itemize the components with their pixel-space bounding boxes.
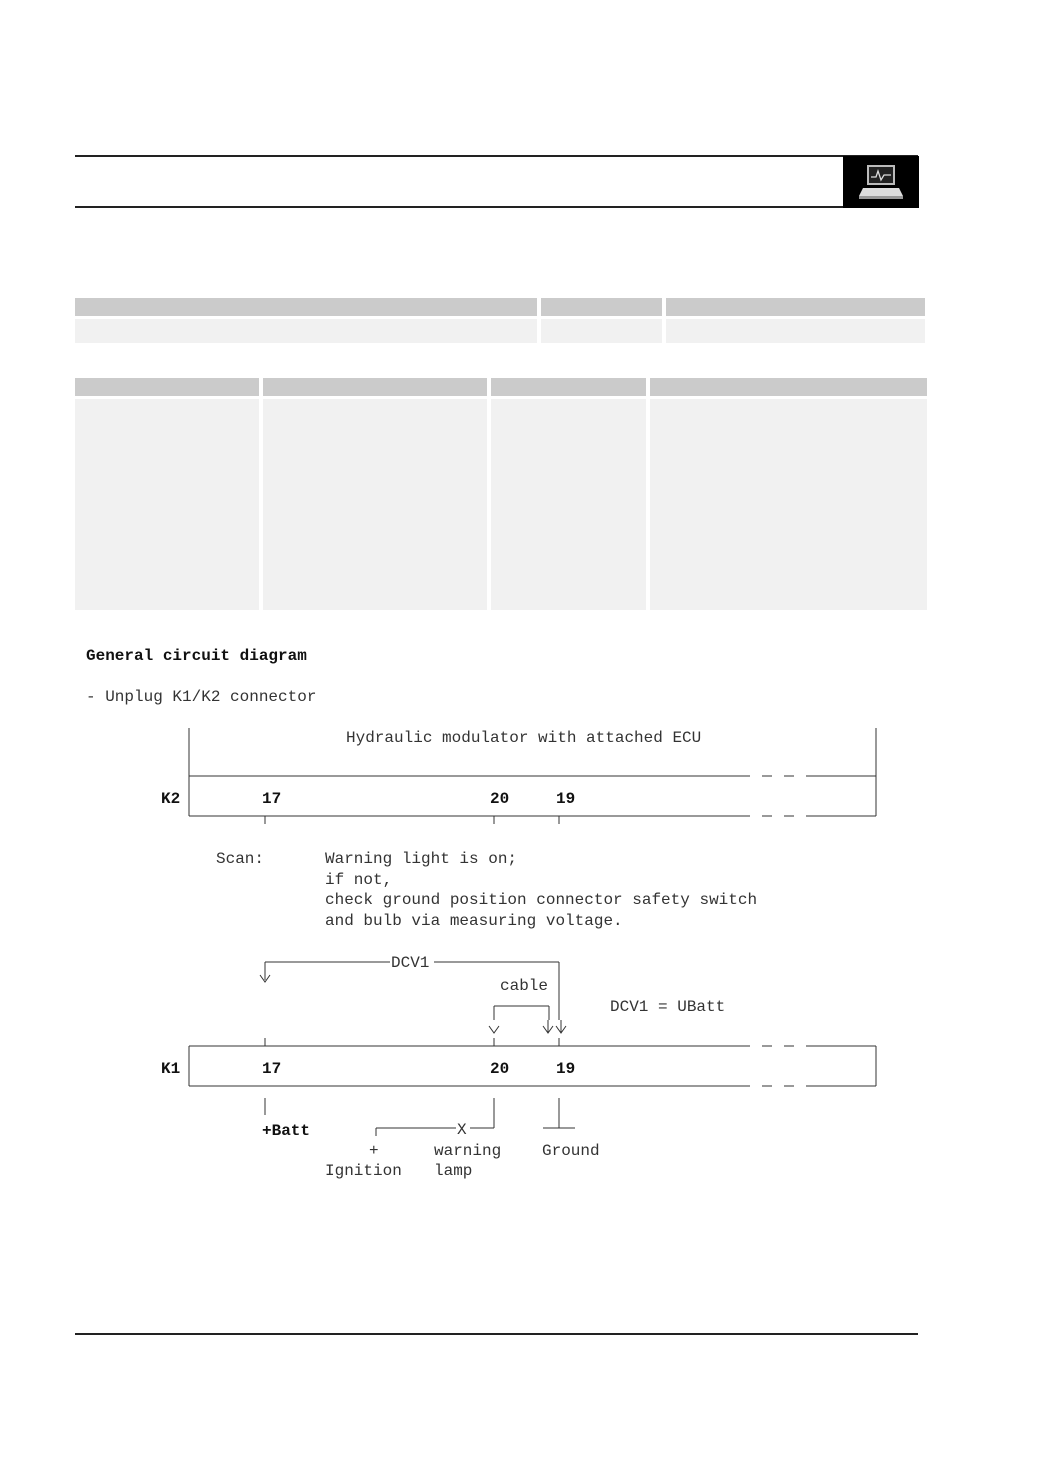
- k2-pin-19: 19: [556, 790, 576, 808]
- lamp-label: lamp: [434, 1162, 473, 1180]
- scan-line-4: and bulb via measuring voltage.: [325, 912, 623, 930]
- header-bottom-rule: [75, 206, 918, 208]
- module-label: Hydraulic modulator with attached ECU: [346, 729, 702, 747]
- x-label: X: [457, 1121, 467, 1139]
- footer-rule: [75, 1333, 918, 1335]
- warning-label: warning: [434, 1142, 502, 1160]
- k1-label: K1: [161, 1060, 181, 1078]
- table-1-cell: [75, 319, 537, 343]
- k2-label: K2: [161, 790, 181, 808]
- batt-label: +Batt: [262, 1122, 311, 1140]
- k2-pin-20: 20: [490, 790, 510, 808]
- instruction-text: - Unplug K1/K2 connector: [86, 688, 317, 706]
- table-2-cell: [75, 399, 259, 610]
- circuit-diagram: [0, 720, 1040, 1190]
- k2-pin-17: 17: [262, 790, 282, 808]
- table-2-header-cell: [491, 378, 646, 396]
- k1-pin-19: 19: [556, 1060, 576, 1078]
- ground-label: Ground: [542, 1142, 600, 1160]
- scan-line-1: Warning light is on;: [325, 850, 518, 868]
- cable-label: cable: [500, 977, 549, 995]
- table-1-cell: [541, 319, 662, 343]
- dcv1-label: DCV1: [391, 954, 430, 972]
- table-1-header-cell: [75, 298, 537, 316]
- table-2-header-cell: [263, 378, 487, 396]
- dcv1-formula: DCV1 = UBatt: [610, 998, 726, 1016]
- scan-line-2: if not,: [325, 871, 393, 889]
- k1-pin-17: 17: [262, 1060, 282, 1078]
- laptop-diagnostic-icon: [843, 156, 919, 208]
- table-2-header-cell: [75, 378, 259, 396]
- table-1-cell: [666, 319, 925, 343]
- ignition-label: Ignition: [325, 1162, 402, 1180]
- table-1-header-cell: [666, 298, 925, 316]
- table-2-header-cell: [650, 378, 927, 396]
- table-1: [75, 298, 925, 344]
- plus-label: +: [369, 1142, 379, 1160]
- table-2-cell: [263, 399, 487, 610]
- table-2: [75, 378, 927, 610]
- k1-pin-20: 20: [490, 1060, 510, 1078]
- scan-line-3: check ground position connector safety switch: [325, 891, 758, 909]
- scan-label: Scan:: [216, 850, 265, 868]
- table-1-header-cell: [541, 298, 662, 316]
- section-title: General circuit diagram: [86, 647, 307, 665]
- table-2-cell: [650, 399, 927, 610]
- header-top-rule: [75, 155, 918, 157]
- table-2-cell: [491, 399, 646, 610]
